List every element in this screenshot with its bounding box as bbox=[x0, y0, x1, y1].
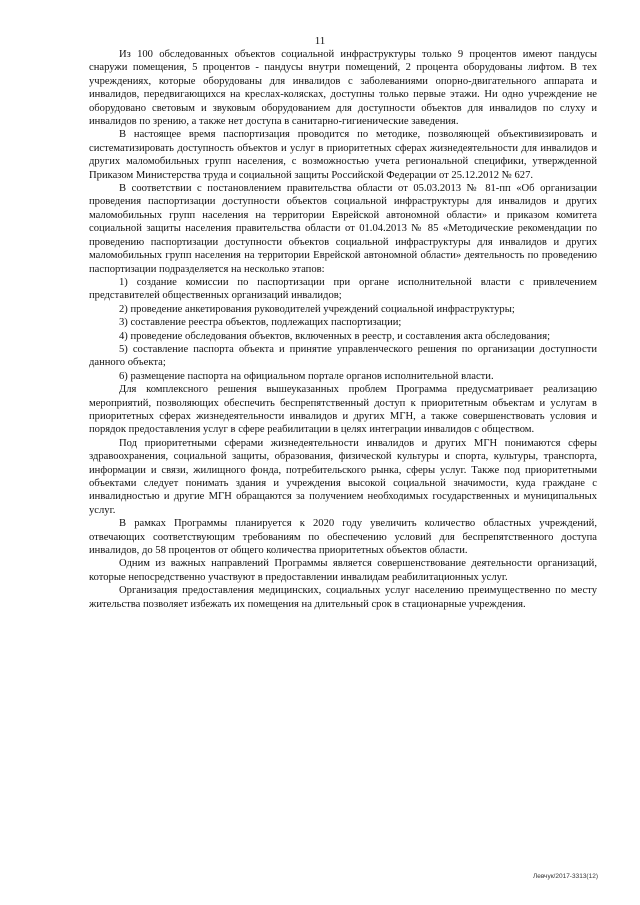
paragraph-stage-4: 4) проведение обследования объектов, включенных в реестр, и составления акта обследования; bbox=[119, 330, 551, 342]
paragraph-stage-5: 5) составление паспорта объекта и принятие управленческого решения по организации доступности данного объекта; bbox=[89, 343, 597, 369]
paragraph-regulations: В соответствии с постановлением правительства области от 05.03.2013 № 81-пп «Об организации проведения паспортизации доступности объектов социальной инфраструктуры для инвалидов и других маломобильных групп населения на территории Еврейской автономной области» и приказом комитета социальной защиты населения правительства области от 01.04.2013 № 85 «Методические рекомендации по проведению паспортизации доступности объектов социальной инфраструктуры для инвалидов и других маломобильных групп населения на территории Еврейской автономной области» деятельность по проведению паспортизации подразделяется на несколько этапов: bbox=[89, 183, 597, 275]
paragraph-certification-method: В настоящее время паспортизация проводится по методике, позволяющей объективизировать и систематизировать доступность объектов и услуг в приоритетных сферах жизнедеятельности для инвалидов и других маломобильных групп населения, с возможностью учета региональной специфики, утвержденной Приказом Министерства труда и социальной защиты Российской Федерации от 25.12.2012 № 627. bbox=[89, 129, 597, 181]
paragraph-stage-1: 1) создание комиссии по паспортизации при органе исполнительной власти с привлечением представителей общественных организаций инвалидов; bbox=[89, 276, 597, 302]
paragraph-stage-6: 6) размещение паспорта на официальном портале органов исполнительной власти. bbox=[119, 370, 494, 382]
body-text bbox=[89, 48, 597, 611]
paragraph-2020-target: В рамках Программы планируется к 2020 году увеличить количество областных учреждений, отвечающих соответствующим требованиям по обеспечению условий для беспрепятственного доступа инвалидов, до 58 процентов от общего количества приоритетных объектов области. bbox=[89, 518, 597, 557]
paragraph-priority-spheres: Под приоритетными сферами жизнедеятельности инвалидов и других МГН понимаются сферы здравоохранения, социальной защиты, образования, физической культуры и спорта, культуры, транспорта, информации и связи, жилищного фонда, потребительского рынка, сферы услуг. Также под приоритетными объектами следует понимать здания и учреждения высокой социальной значимости, куда граждане с инвалидностью и другие МГН обращаются за получением необходимых государственных и муниципальных услуг. bbox=[89, 437, 597, 516]
paragraph-stage-2: 2) проведение анкетирования руководителей учреждений социальной инфраструктуры; bbox=[119, 303, 515, 315]
paragraph-program-direction: Одним из важных направлений Программы является совершенствование деятельности организаций, которые непосредственно участвуют в предоставлении инвалидам реабилитационных услуг. bbox=[89, 558, 597, 583]
paragraph-program-measures: Для комплексного решения вышеуказанных проблем Программа предусматривает реализацию мероприятий, позволяющих обеспечить беспрепятственный доступ к приоритетным объектам и услугам в приоритетных сферах жизнедеятельности инвалидов и других МГН, а также совершенствовать условия и порядок предоставления услуг в сфере реабилитации в целях интеграции инвалидов с обществом. bbox=[89, 384, 597, 436]
page-number: 11 bbox=[314, 35, 326, 47]
paragraph-objects-survey: Из 100 обследованных объектов социальной инфраструктуры только 9 процентов имеют пандусы снаружи помещения, 5 процентов - пандусы внутри помещений, 2 процента оборудованы лифтом. В тех учреждениях, которые оборудованы для инвалидов с заболеваниями опорно-двигательного аппарата и инвалидов, передвигающихся на креслах-колясках, доступны только первые этажи. Ни одно учреждение не оборудовано световым и звуковым оборудованием для доступности объектов для инвалидов по слуху и инвалидов по зрению, а также нет доступа в санитарно-гигиенические заведения. bbox=[89, 49, 597, 128]
paragraph-stage-3: 3) составление реестра объектов, подлежащих паспортизации; bbox=[119, 317, 402, 329]
footer-code: Левчук/2017-3313(12) bbox=[533, 873, 598, 880]
paragraph-services-organization: Организация предоставления медицинских, социальных услуг населению преимущественно по месту жительства позволяет избежать их помещения на длительный срок в стационарные учреждения. bbox=[89, 585, 597, 610]
